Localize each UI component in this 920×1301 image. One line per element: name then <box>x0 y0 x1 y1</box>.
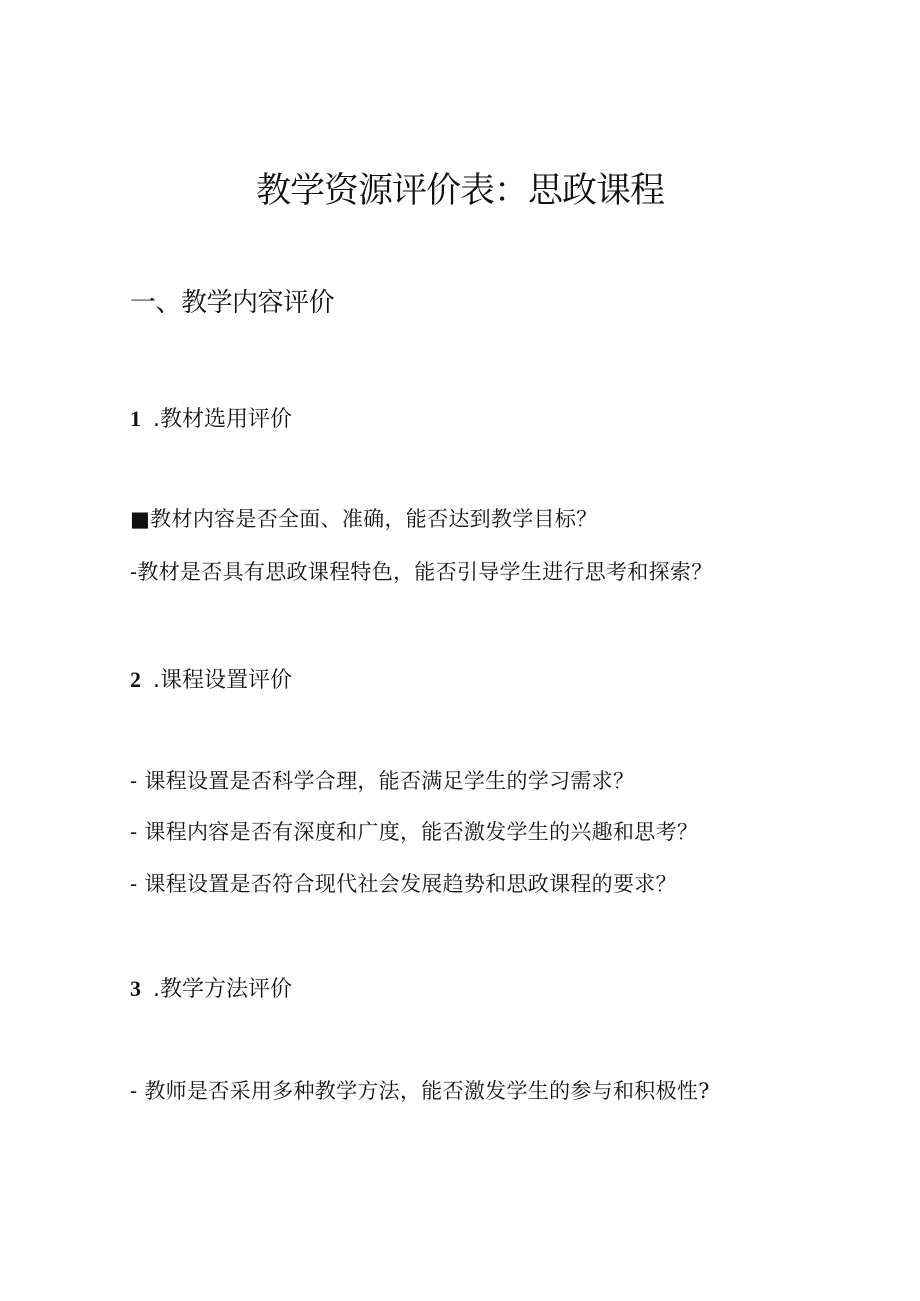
list-item: -教材是否具有思政课程特色，能否引导学生进行思考和探索？ <box>130 560 713 584</box>
list-item: - 课程内容是否有深度和广度，能否激发学生的兴趣和思考？ <box>130 820 699 844</box>
section-heading: 一、教学内容评价 <box>130 288 335 318</box>
subsection-label: .课程设置评价 <box>153 668 292 693</box>
subsection-number: 2 <box>130 667 141 692</box>
subsection-heading-2 <box>130 664 292 697</box>
subsection-label: .教学方法评价 <box>153 977 292 1002</box>
subsection-heading-1 <box>130 403 292 436</box>
list-item: - 课程设置是否科学合理，能否满足学生的学习需求？ <box>130 769 635 793</box>
list-item: - 课程设置是否符合现代社会发展趋势和思政课程的要求？ <box>130 872 677 896</box>
subsection-label: .教材选用评价 <box>153 407 292 432</box>
subsection-number: 3 <box>130 976 141 1001</box>
list-item: ■教材内容是否全面、准确，能否达到教学目标？ <box>130 507 598 531</box>
page-title: 教学资源评价表：思政课程 <box>255 171 664 211</box>
subsection-heading-3 <box>130 973 292 1006</box>
subsection-number: 1 <box>130 406 141 431</box>
list-item: - 教师是否采用多种教学方法，能否激发学生的参与和积极性? <box>130 1079 710 1103</box>
